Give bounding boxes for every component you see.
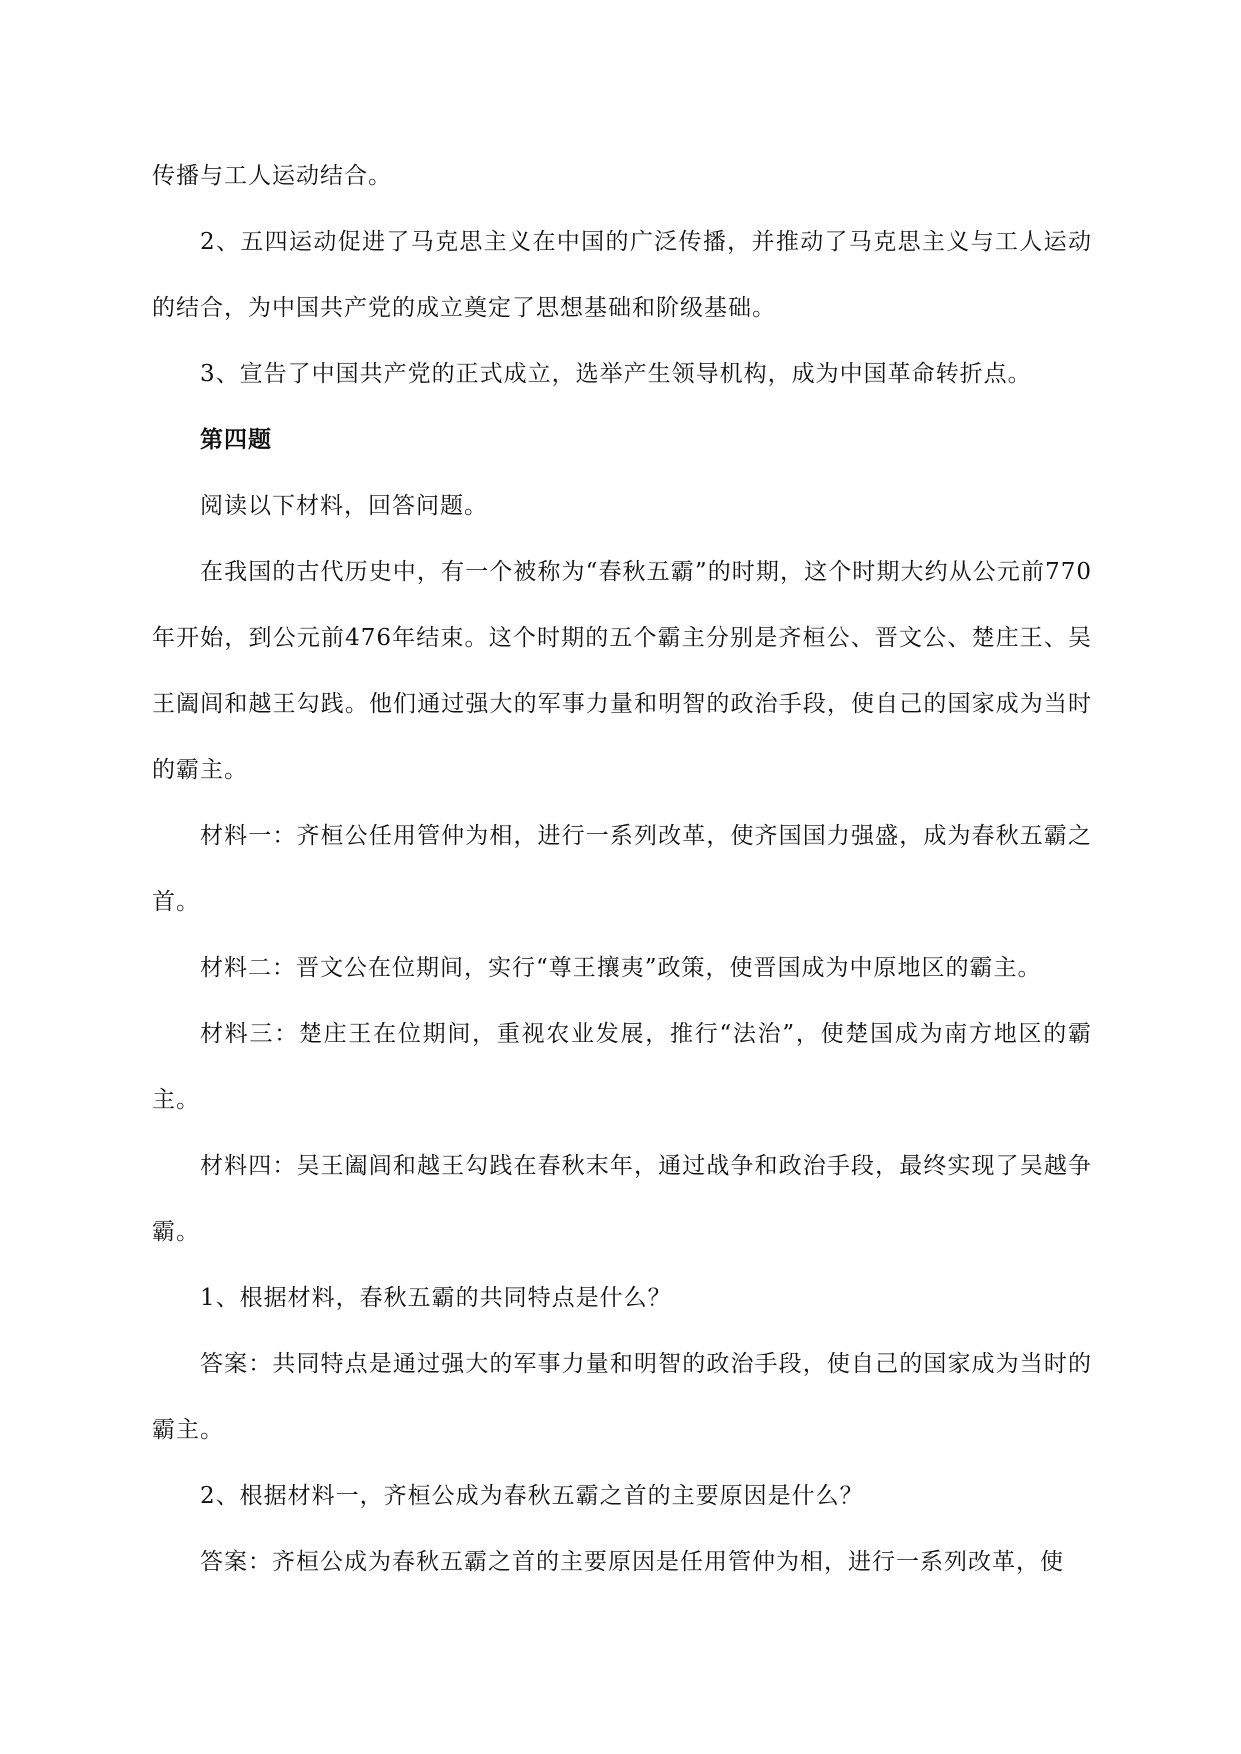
instruction-text: 阅读以下材料，回答问题。	[200, 493, 488, 519]
question-2: 2、根据材料一，齐桓公成为春秋五霸之首的主要原因是什么？	[200, 1483, 864, 1509]
answer-paragraph-3: 3、宣告了中国共产党的正式成立，选举产生领导机构，成为中国革命转折点。	[200, 361, 1032, 387]
material-3: 材料三：楚庄王在位期间，重视农业发展，推行“法治”，使楚国成为南方地区的霸主。	[152, 1021, 1092, 1113]
material-4: 材料四：吴王阖闾和越王勾践在春秋末年，通过战争和政治手段，最终实现了吴越争霸。	[152, 1153, 1092, 1245]
document-body	[152, 143, 1092, 1595]
answer-1: 答案：共同特点是通过强大的军事力量和明智的政治手段，使自己的国家成为当时的霸主。	[152, 1351, 1092, 1443]
answer-paragraph-2: 2、五四运动促进了马克思主义在中国的广泛传播，并推动了马克思主义与工人运动的结合，为中国共产党的成立奠定了思想基础和阶级基础。	[152, 229, 1092, 321]
answer-2: 答案：齐桓公成为春秋五霸之首的主要原因是任用管仲为相，进行一系列改革，使	[200, 1549, 1064, 1575]
paragraph-continuation: 传播与工人运动结合。	[152, 163, 392, 189]
material-2: 材料二：晋文公在位期间，实行“尊王攘夷”政策，使晋国成为中原地区的霸主。	[200, 955, 1042, 981]
intro-paragraph: 在我国的古代历史中，有一个被称为“春秋五霸”的时期，这个时期大约从公元前770年开始，到公元前476年结束。这个时期的五个霸主分别是齐桓公、晋文公、楚庄王、吴王阖闾和越王勾践。他们通过强大的军事力量和明智的政治手段，使自己的国家成为当时的霸主。	[152, 559, 1092, 783]
section-heading: 第四题	[200, 426, 272, 453]
material-1: 材料一：齐桓公任用管仲为相，进行一系列改革，使齐国国力强盛，成为春秋五霸之首。	[152, 823, 1092, 915]
question-1: 1、根据材料，春秋五霸的共同特点是什么？	[200, 1285, 672, 1311]
